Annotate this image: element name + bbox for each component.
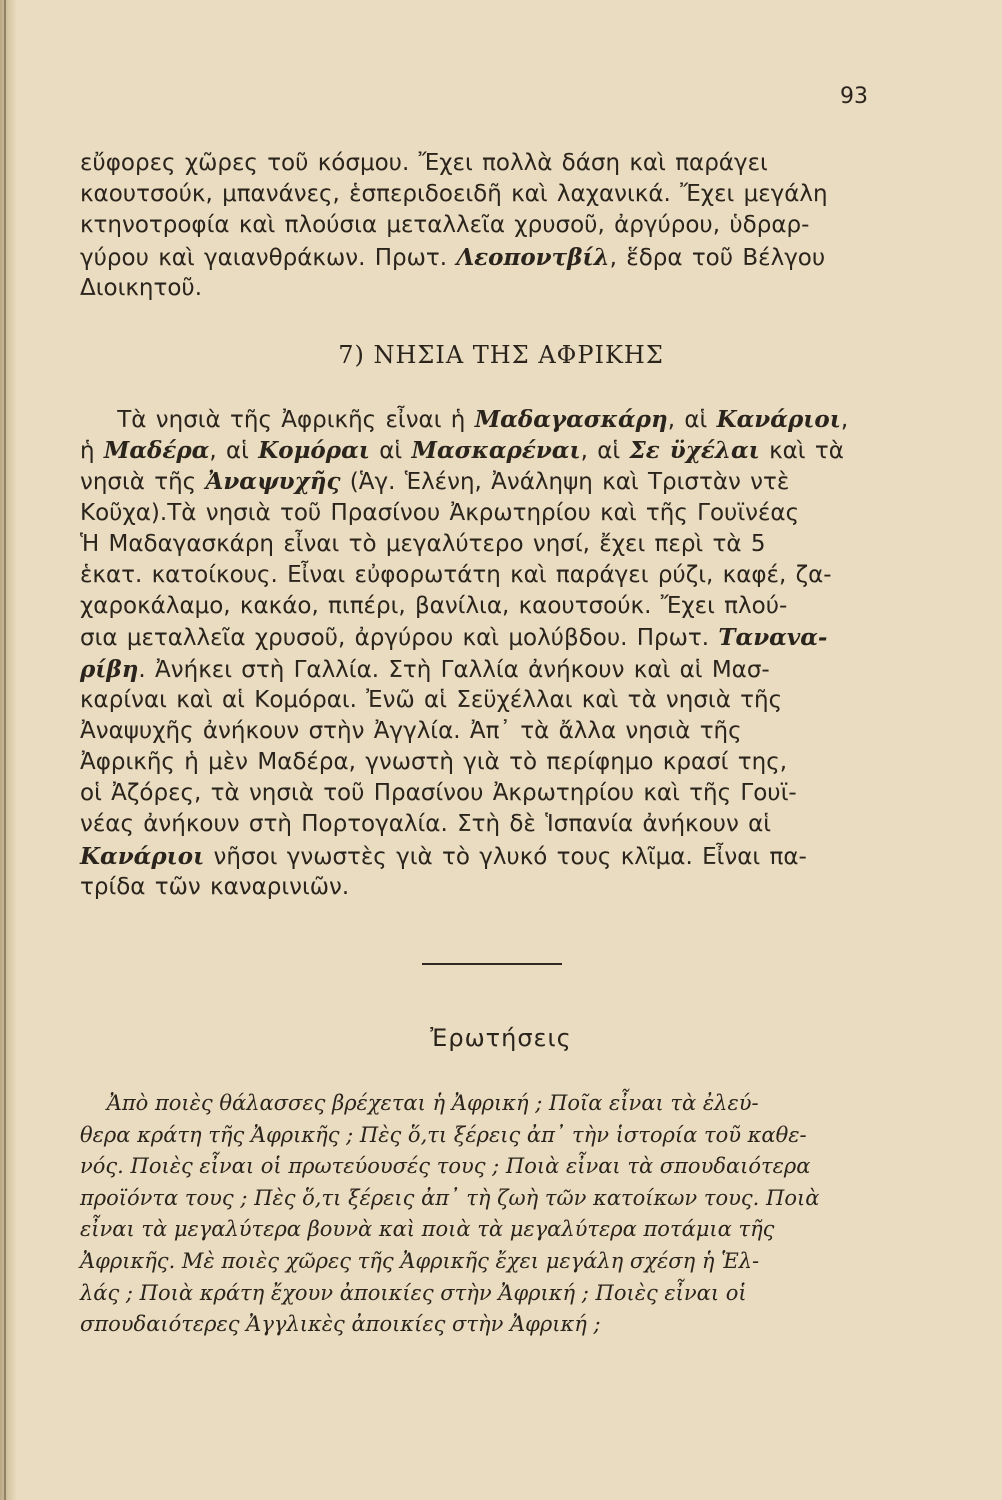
text-line: Κοῦχα).Τὰ νησιὰ τοῦ Πρασίνου Ἀκρωτηρίου καὶ τῆς Γουϊνέας bbox=[80, 499, 800, 526]
section-heading: 7) ΝΗΣΙΑ ΤΗΣ ΑΦΡΙΚΗΣ bbox=[338, 341, 664, 369]
questions-block bbox=[80, 1088, 910, 1341]
text-segment: , ἕδρα τοῦ Βέλγου bbox=[609, 244, 826, 271]
question-line bbox=[80, 1088, 910, 1120]
question-line: θερα κράτη τῆς Ἀφρικῆς ; Πὲς ὅ,τι ξέρεις ἀπ᾽ τὴν ἱστορία τοῦ καθε- bbox=[80, 1122, 807, 1147]
text-segment: καὶ τὰ bbox=[759, 438, 844, 465]
emphasized-place-name: Μαδαγασκάρη bbox=[474, 406, 668, 433]
text-line: Ἡ Μαδαγασκάρη εἶναι τὸ μεγαλύτερο νησί, ἔχει περὶ τὰ 5 bbox=[80, 530, 766, 557]
question-line: σπουδαιότερες Ἀγγλικὲς ἀποικίες στὴν Ἀφρική ; bbox=[80, 1312, 601, 1337]
text-segment: (Ἁγ. Ἑλένη, Ἀνάληψη καὶ Τριστὰν ντὲ bbox=[340, 469, 790, 496]
text-segment: αἱ bbox=[369, 438, 412, 465]
text-line: Διοικητοῦ. bbox=[80, 274, 203, 301]
text-segment: , αἱ bbox=[209, 438, 259, 465]
text-line: οἱ Ἀζόρες, τὰ νησιὰ τοῦ Πρασίνου Ἀκρωτηρίου καὶ τῆς Γουϊ- bbox=[80, 780, 797, 807]
text-line bbox=[80, 654, 910, 685]
text-line: χαροκάλαμο, κακάο, πιπέρι, βανίλια, καουτσούκ. Ἔχει πλού- bbox=[80, 593, 788, 620]
text-segment: . Ἀνήκει στὴ Γαλλία. Στὴ Γαλλία ἀνήκουν καὶ αἱ Μασ- bbox=[138, 656, 770, 683]
text-segment: νῆσοι γνωστὲς γιὰ τὸ γλυκό τους κλῖμα. Εἶναι πα- bbox=[204, 843, 807, 870]
page-number: 93 bbox=[840, 84, 868, 109]
text-segment: , αἱ bbox=[580, 438, 630, 465]
text-segment: , bbox=[840, 407, 849, 433]
binding-line bbox=[4, 0, 6, 1500]
text-line: νέας ἀνήκουν στὴ Πορτογαλία. Στὴ δὲ Ἱσπανία ἀνήκουν αἱ bbox=[80, 811, 772, 838]
page-binding-edge bbox=[0, 0, 16, 1500]
question-line: εἶναι τὰ μεγαλύτερα βουνὰ καὶ ποιὰ τὰ μεγαλύτερα ποτάμια τῆς bbox=[80, 1217, 775, 1242]
text-line bbox=[80, 242, 910, 273]
emphasized-place-name: ρίβη bbox=[80, 655, 139, 683]
emphasized-place-name: Κανάριοι bbox=[80, 842, 205, 870]
text-line: καρίναι καὶ αἱ Κομόραι. Ἐνῶ αἱ Σεϋχέλλαι καὶ τὰ νησιὰ τῆς bbox=[80, 686, 783, 713]
text-line: τρίδα τῶν καναρινιῶν. bbox=[80, 873, 350, 900]
text-line bbox=[80, 466, 910, 497]
text-segment: σια μεταλλεῖα χρυσοῦ, ἀργύρου καὶ μολύβδου. Πρωτ. bbox=[80, 625, 719, 652]
text-segment: γύρου καὶ γαιανθράκων. Πρωτ. bbox=[80, 244, 457, 271]
emphasized-place-name: Κανάριοι bbox=[716, 406, 841, 433]
text-line bbox=[80, 435, 910, 466]
text-line: καουτσούκ, μπανάνες, ἑσπεριδοειδῆ καὶ λαχανικά. Ἔχει μεγάλη bbox=[80, 181, 828, 208]
emphasized-place-name: Ταναvα- bbox=[718, 624, 828, 652]
text-segment: , αἱ bbox=[667, 407, 717, 433]
emphasized-place-name: Μαδέρα bbox=[103, 437, 210, 465]
questions-heading: Ἐρωτήσεις bbox=[430, 1024, 572, 1052]
question-line: προϊόντα τους ; Πὲς ὅ,τι ξέρεις ἀπ᾽ τὴ ζωὴ τῶν κατοίκων τους. Ποιὰ bbox=[80, 1185, 820, 1210]
question-line: Ἀφρικῆς. Μὲ ποιὲς χῶρες τῆς Ἀφρικῆς ἔχει μεγάλη σχέση ἡ Ἑλ- bbox=[80, 1248, 760, 1273]
section-divider bbox=[422, 963, 562, 965]
text-line bbox=[80, 841, 910, 872]
text-line: εὔφορες χῶρες τοῦ κόσμου. Ἔχει πολλὰ δάση καὶ παράγει bbox=[80, 150, 768, 176]
text-line: Ἀναψυχῆς ἀνήκουν στὴν Ἀγγλία. Ἀπ᾽ τὰ ἄλλα νησιὰ τῆς bbox=[80, 717, 742, 744]
text-line: κτηνοτροφία καὶ πλούσια μεταλλεῖα χρυσοῦ, ἀργύρου, ὑδραρ- bbox=[80, 212, 810, 239]
question-line: λάς ; Ποιὰ κράτη ἔχουν ἀποικίες στὴν Ἀφρική ; Ποιὲς εἶναι οἱ bbox=[80, 1280, 747, 1305]
text-line: Ἀφρικῆς ἡ μὲν Μαδέρα, γνωστὴ γιὰ τὸ περίφημο κρασί της, bbox=[80, 749, 788, 776]
emphasized-place-name: Μασκαρέναι bbox=[411, 437, 581, 465]
emphasized-place-name: Ἀναψυχῆς bbox=[205, 468, 341, 496]
question-line: νός. Ποιὲς εἶναι οἱ πρωτεύουσές τους ; Ποιὰ εἶναι τὰ σπουδαιότερα bbox=[80, 1154, 811, 1179]
emphasized-place-name: Κομόραι bbox=[258, 437, 370, 465]
emphasized-place-name: Λεοποντβίλ bbox=[456, 243, 610, 271]
text-segment: Ἀπὸ ποιὲς θάλασσες βρέχεται ἡ Ἀφρική ; Ποῖα εἶναι τὰ ἐλεύ- bbox=[106, 1091, 759, 1115]
paragraph-african-islands bbox=[80, 404, 910, 903]
text-segment: νησιὰ τῆς bbox=[80, 469, 206, 496]
paragraph-congo bbox=[80, 148, 910, 304]
text-line: ἑκατ. κατοίκους. Εἶναι εὐφορωτάτη καὶ παράγει ρύζι, καφέ, ζα- bbox=[80, 561, 832, 588]
text-segment: Τὰ νησιὰ τῆς Ἀφρικῆς εἶναι ἡ bbox=[117, 407, 475, 433]
text-line bbox=[80, 404, 910, 435]
text-line bbox=[80, 622, 910, 653]
text-segment: ἡ bbox=[80, 438, 104, 465]
emphasized-place-name: Σε ϋχέλαι bbox=[629, 437, 760, 465]
